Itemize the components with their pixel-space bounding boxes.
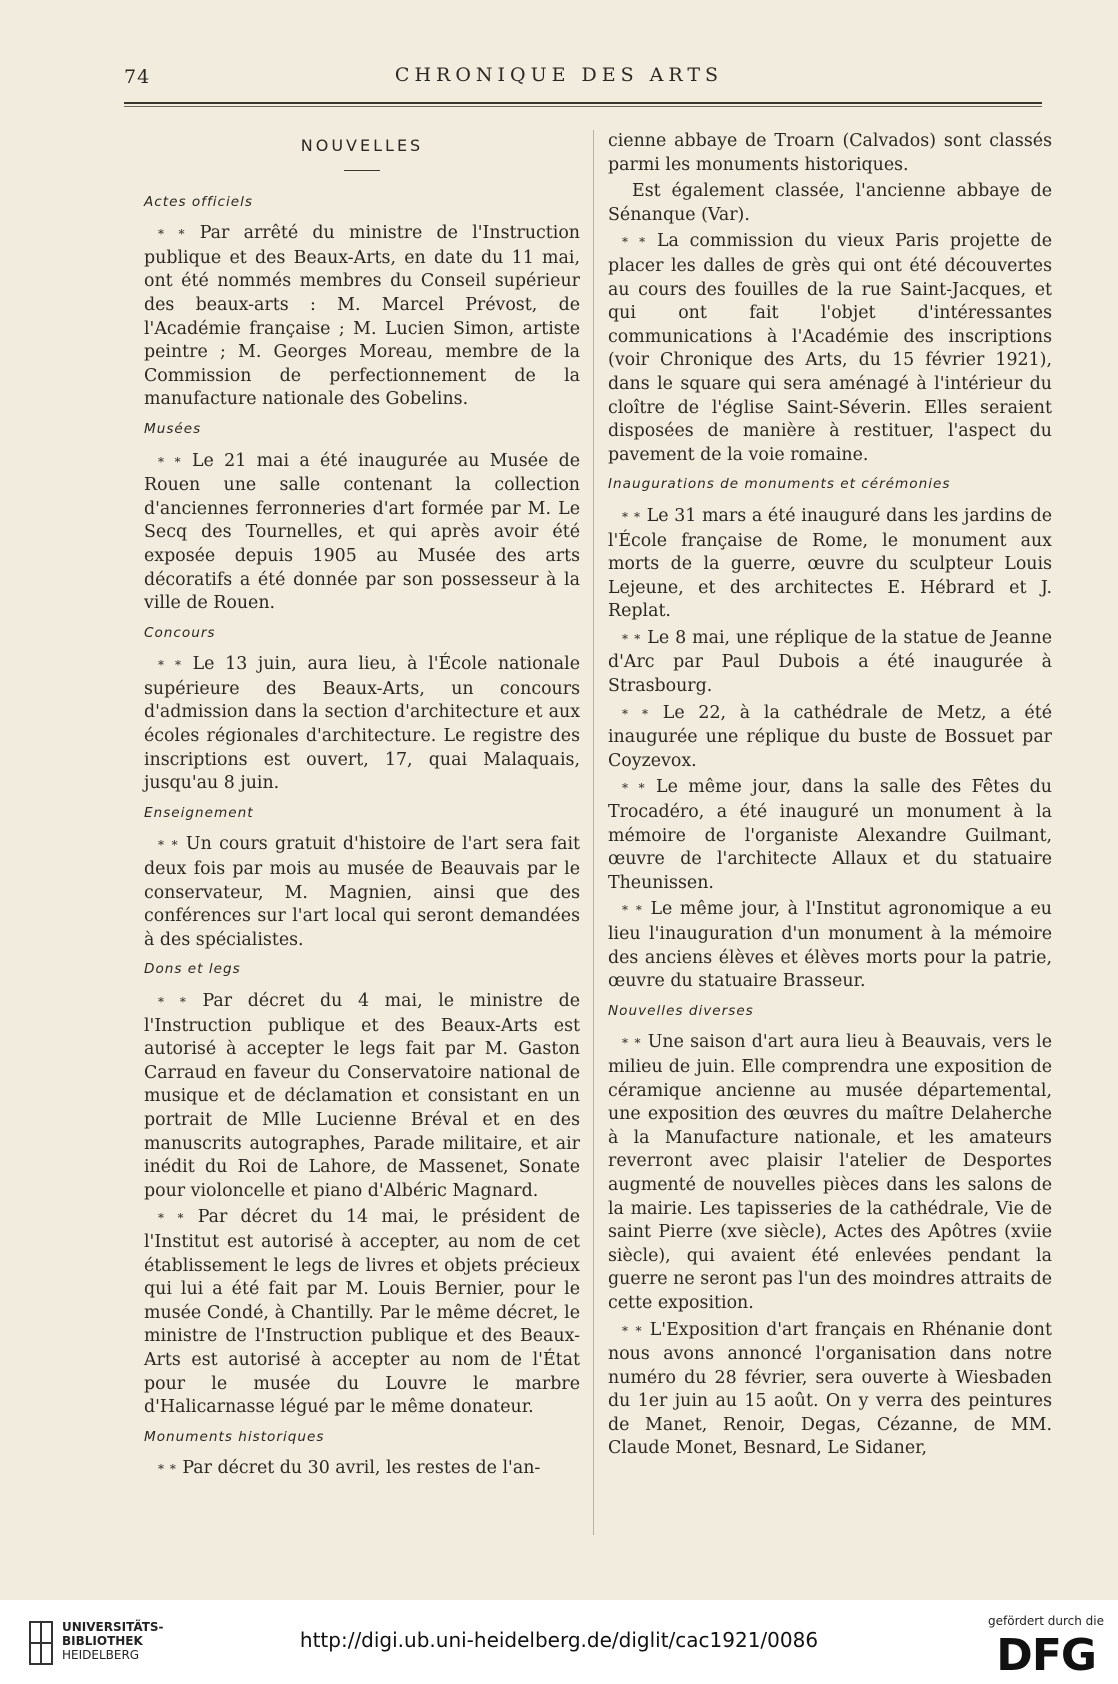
left-column	[144, 130, 580, 1485]
rubric-concours: Concours	[144, 624, 216, 641]
asterism-icon: * *	[622, 235, 647, 250]
asterism-icon: * *	[622, 1036, 642, 1051]
paragraph: * * Par arrêté du ministre de l'Instruction publique et des Beaux-Arts, en date du 11 mai, ont été nommés membres du Conseil supérieur des beaux-arts : M. Marcel Prévost, de l'Académie française ; M. Lucien Simon, artiste peintre ; M. Georges Moreau, membre de la Commission de perfectionnement de la manufacture nationale des Gobelins.	[144, 223, 580, 410]
right-column	[608, 130, 1052, 1464]
rubric-actes-officiels: Actes officiels	[144, 193, 254, 210]
asterism-icon: * *	[158, 454, 182, 469]
title-dash	[344, 170, 380, 171]
asterism-icon: * *	[158, 658, 182, 673]
asterism-icon: * *	[622, 509, 641, 524]
paragraph: * * Par décret du 14 mai, le président de l'Institut est autorisé à accepter, au nom de cet établissement le legs de livres et objets précieux qui lui a été fait par M. Louis Bernier, pour le musée Condé, à Chantilly. Par le même décret, le ministre de l'Instruction publique et des Beaux-Arts est autorisé à accepter au nom de l'État pour le musée du Louvre le marbre d'Halicarnasse légué par le même donateur.	[144, 1207, 580, 1418]
dfg-logo: DFG	[996, 1630, 1096, 1681]
paragraph: * * Un cours gratuit d'histoire de l'art sera fait deux fois par mois au musée de Beauvais par le conservateur, M. Magnien, ainsi que des conférences sur l'art local qui seront demandées à des spécialistes.	[144, 834, 580, 950]
asterism-icon: * *	[622, 1323, 643, 1338]
paragraph: Est également classée, l'ancienne abbaye de Sénanque (Var).	[608, 181, 1052, 225]
rubric-inaugurations: Inaugurations de monuments et cérémonies	[608, 476, 951, 493]
asterism-icon: * *	[158, 227, 186, 242]
paragraph: * * Le 13 juin, aura lieu, à l'École nationale supérieure des Beaux-Arts, un concours d'admission dans la section d'architecture et aux écoles régionales d'architecture. Le registre des inscriptions est ouvert, 17, quai Malaquais, jusqu'au 8 juin.	[144, 654, 580, 794]
rubric-nouvelles-diverses: Nouvelles diverses	[608, 1002, 754, 1019]
asterism-icon: * *	[158, 1462, 177, 1477]
asterism-icon: * *	[622, 903, 643, 918]
asterism-icon: * *	[622, 706, 650, 721]
paragraph: * * La commission du vieux Paris projette de placer les dalles de grès qui ont été découvertes au cours des fouilles de la rue Saint-Jacques, et qui ont fait l'objet d'intéressantes communications à l'Académie des inscriptions (voir Chronique des Arts, du 15 février 1921), dans le square qui sera aménagé à l'intérieur du cloître de l'église Saint-Séverin. Elles seraient disposées de manière à restituer, l'aspect du pavement de la voie romaine.	[608, 231, 1052, 465]
rubric-monuments-historiques: Monuments historiques	[144, 1428, 325, 1445]
paragraph: * * Par décret du 30 avril, les restes de l'an-	[158, 1458, 541, 1479]
paragraph: cienne abbaye de Troarn (Calvados) sont classés parmi les monuments historiques.	[608, 131, 1052, 175]
paragraph: * * Le 8 mai, une réplique de la statue de Jeanne d'Arc par Paul Dubois a été inaugurée à Strasbourg.	[608, 627, 1052, 697]
rubric-enseignement: Enseignement	[144, 804, 254, 821]
page-number: 74	[124, 66, 151, 88]
header-rule	[124, 102, 1042, 104]
funded-by-label: gefördert durch die	[988, 1614, 1104, 1628]
paragraph: * * Le 22, à la cathédrale de Metz, a été inaugurée une réplique du buste de Bossuet par Coyzevox.	[608, 702, 1052, 771]
asterism-icon: * *	[158, 1211, 185, 1226]
paragraph: * * L'Exposition d'art français en Rhénanie dont nous avons annoncé l'organisation dans notre numéro du 28 février, sera ouverte à Wiesbaden du 1er juin au 15 août. On y verra des peintures de Manet, Renoir, Degas, Cézanne, de MM. Claude Monet, Besnard, Le Sidaner,	[608, 1319, 1052, 1459]
source-url-link[interactable]: http://digi.ub.uni-heidelberg.de/diglit/cac1921/0086	[299, 1628, 819, 1652]
rubric-musees: Musées	[144, 420, 202, 437]
asterism-icon: * *	[158, 995, 187, 1009]
column-divider	[593, 130, 594, 1535]
running-title: CHRONIQUE DES ARTS	[394, 64, 724, 86]
viewer-footer	[0, 1600, 1118, 1684]
asterism-icon: * *	[622, 781, 646, 796]
section-title: NOUVELLES	[300, 136, 424, 155]
asterism-icon: * *	[158, 838, 179, 853]
asterism-icon: * *	[622, 631, 642, 646]
paragraph: * * Le même jour, à l'Institut agronomique a eu lieu l'inauguration d'un monument à la mémoire des anciens élèves et élèves morts pour la patrie, œuvre du statuaire Brasseur.	[608, 899, 1052, 992]
paragraph: * * Le 31 mars a été inauguré dans les jardins de l'École française de Rome, le monument aux morts de la guerre, œuvre du sculpteur Louis Lejeune, et des architectes E. Hébrard et J. Replat.	[608, 505, 1052, 622]
paragraph: * * Le 21 mai a été inaugurée au Musée de Rouen une salle contenant la collection d'anciennes ferronneries d'art formée par M. Le Secq des Tournelles, et qui après avoir été exposée depuis 1905 au Musée des arts décoratifs a été donnée par son possesseur à la ville de Rouen.	[144, 450, 581, 614]
rubric-dons-et-legs: Dons et legs	[144, 961, 241, 978]
paragraph: * * Le même jour, dans la salle des Fêtes du Trocadéro, a été inauguré un monument à la mémoire de l'organiste Alexandre Guilmant, œuvre de l'architecte Allaux et du statuaire Theunissen.	[608, 777, 1052, 893]
paragraph: * * Par décret du 4 mai, le ministre de l'Instruction publique et des Beaux-Arts est autorisé à accepter le legs fait par M. Gaston Carraud en faveur du Conservatoire national de musique et de déclamation et consistant en un portrait de Mlle Lucienne Bréval et en des manuscrits autographes, Parade militaire, et air inédit du Roi de Lahore, de Massenet, Sonate pour violoncelle et piano d'Albéric Magnard.	[144, 991, 580, 1201]
paragraph: * * Une saison d'art aura lieu à Beauvais, vers le milieu de juin. Elle comprendra une exposition de céramique ancienne au musée départemental, une exposition des œuvres du maître Delaherche à la Manufacture nationale, et les amateurs reverront avec plaisir l'atelier de Desportes augmenté de nouvelles pièces dans les salons de la mairie. Les tapisseries de la cathédrale, Vie de saint Pierre (xve siècle), Actes des Apôtres (xviie siècle), qui avaient été enlevées pendant la guerre ne seront pas l'un des moindres attraits de cette exposition.	[608, 1032, 1052, 1313]
header-rule-thin	[124, 106, 1042, 107]
library-name: UNIVERSITÄTS- BIBLIOTHEK HEIDELBERG	[62, 1620, 164, 1662]
